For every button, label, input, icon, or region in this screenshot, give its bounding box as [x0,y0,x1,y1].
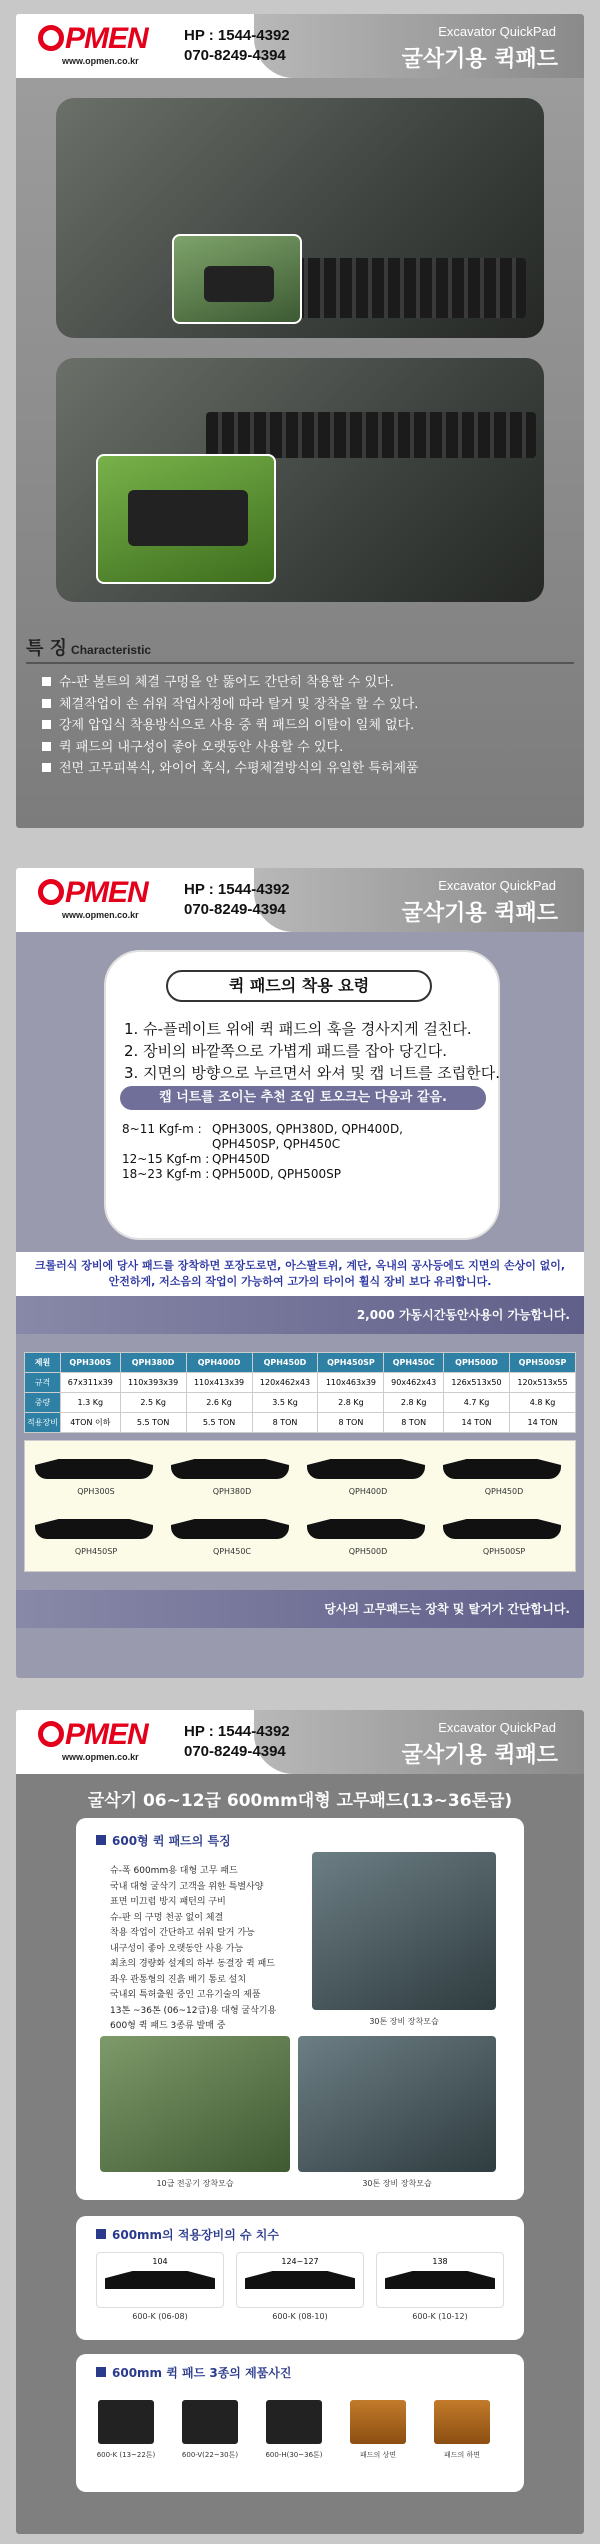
torque-models: QPH300S, QPH380D, QPH400D, [212,1122,403,1136]
dim-item [96,2252,224,2321]
header-eng-title: Excavator QuickPad [438,24,556,39]
table-cell: 2.8 Kg [384,1393,444,1413]
list-item: 내구성이 좋아 오랫동안 사용 가능 [110,1943,244,1954]
logo-ring-icon [38,25,64,51]
table-header-cell: QPH300S [61,1353,121,1373]
photo-caption: 10급 전공기 장착모습 [156,2179,234,2188]
torque-title: 캡 너트를 조이는 추천 조임 토오크는 다음과 같음. [120,1086,486,1110]
list-item: 좌우 관통형의 진흙 배기 통로 설치 [110,1974,247,1985]
header [16,14,584,78]
dim-caption: 600-K (10-12) [412,2312,468,2321]
table-cell: 4TON 이하 [61,1413,121,1433]
track-600-photo [312,1852,496,2010]
product-caption: 600-K (13~22톤) [96,2451,156,2459]
product-caption: 600-V(22~30톤) [181,2451,239,2459]
table-cell: 2.6 Kg [186,1393,252,1413]
profile-label: QPH450SP [74,1547,118,1556]
list-item: 국내 대형 굴삭기 고객을 위한 특별사양 [110,1881,264,1892]
profile-item [31,1509,161,1565]
list-item: 최초의 경량화 설계의 하부 동결장 퀵 패드 [110,1959,275,1969]
list-item [122,1167,403,1182]
track-shape [276,258,526,318]
torque-models: QPH450SP, QPH450C [212,1137,341,1151]
products-title: 600mm 퀵 패드 3종의 제품사진 [96,2364,291,2381]
dim-caption: 600-K (06-08) [132,2312,188,2321]
pad-shape [204,266,274,302]
spec-table [24,1352,576,1433]
pad-profile-shape [35,1519,153,1539]
hp-number: HP : 1544-4392 [184,881,290,898]
list-item: 슈-판 의 구멍 천공 없이 체결 [110,1912,224,1923]
profile-label: QPH500D [348,1547,388,1556]
usage-description: 크롤러식 장비에 당사 패드를 장착하면 포장도로면, 아스팔트위, 계단, 옥내의 공사등에도 지면의 손상이 없이, 안전하게, 저소음의 작업이 가능하여 고가의 타이어 휠식 장비 보다 유리합니다. [16,1252,584,1296]
list-item: 슈-판 볼트의 체결 구멍을 안 뚫어도 간단히 착용할 수 있다. [42,672,419,694]
header-kor-title: 굴삭기용 퀵패드 [401,901,558,926]
header-kor-title: 굴삭기용 퀵패드 [401,1743,558,1768]
torque-range: 12~15 Kgf-m : [122,1152,210,1166]
table-cell: 8 TON [318,1413,384,1433]
features-600-list [110,1864,276,2035]
header-eng-title: Excavator QuickPad [438,1720,556,1735]
contact-block [184,880,290,920]
table-cell: 4.7 Kg [444,1393,510,1413]
row-label: 규격 [25,1373,61,1393]
profile-item [439,1509,569,1565]
pad-profile-shape [171,1519,289,1539]
table-cell: 14 TON [509,1413,575,1433]
excavator-30-photo [298,2036,496,2172]
profile-item [303,1509,433,1565]
table-cell: 1.3 Kg [61,1393,121,1413]
torque-models: QPH500D, QPH500SP [212,1167,341,1181]
table-cell: 8 TON [384,1413,444,1433]
product-photo [98,2400,154,2444]
row-label: 적용장비 [25,1413,61,1433]
pad-profile-shape [35,1459,153,1479]
profile-label: QPH450C [213,1547,251,1556]
phone-number: 070-8249-4394 [184,47,286,64]
profile-item [167,1509,297,1565]
phone-number: 070-8249-4394 [184,1743,286,1760]
panel-installation [16,868,584,1678]
photo-caption: 30톤 장비 장착모습 [369,2017,439,2026]
table-cell: 5.5 TON [186,1413,252,1433]
hp-number: HP : 1544-4392 [184,1723,290,1740]
table-row [25,1393,576,1413]
600mm-title: 굴삭기 06~12급 600mm대형 고무패드(13~36톤급) [87,1791,513,1811]
shoe-profile-shape [245,2271,355,2289]
pad-closeup-photo [96,454,276,584]
table-cell: 2.5 Kg [120,1393,186,1413]
product-photo [182,2400,238,2444]
header-eng-title: Excavator QuickPad [438,878,556,893]
table-header-cell: 제원 [25,1353,61,1373]
list-item: 슈-폭 600mm용 대형 고무 패드 [110,1866,238,1876]
table-cell: 14 TON [444,1413,510,1433]
features-600-title: 600형 퀵 패드의 특징 [96,1832,231,1849]
profile-item [303,1449,433,1505]
table-cell: 2.8 Kg [318,1393,384,1413]
list-item: 국내외 특허출원 중인 고유기술의 제품 [110,1990,261,2000]
list-item: 표면 미끄럼 방지 패턴의 구비 [110,1897,226,1907]
product-photo [350,2400,406,2444]
header-kor-title: 굴삭기용 퀵패드 [401,47,558,72]
profile-label: QPH400D [348,1487,388,1496]
list-item: 전면 고무피복식, 와이어 혹식, 수평체결방식의 유일한 특허제품 [42,758,419,780]
table-cell: 3.5 Kg [252,1393,318,1413]
excavator-10-photo [100,2036,290,2172]
table-cell: 67x311x39 [61,1373,121,1393]
panel-600mm [16,1710,584,2534]
table-header-cell: QPH400D [186,1353,252,1373]
profile-item [31,1449,161,1505]
brand-logo: PMEN [38,22,148,56]
profile-item [439,1449,569,1505]
table-header-cell: QPH450C [384,1353,444,1373]
phone-number: 070-8249-4394 [184,901,286,918]
table-header-cell: QPH450SP [318,1353,384,1373]
hp-number: HP : 1544-4392 [184,27,290,44]
table-row [25,1413,576,1433]
table-cell: 110x393x39 [120,1373,186,1393]
product-photo [434,2400,490,2444]
installation-title: 퀵 패드의 착용 요령 [166,970,432,1002]
feature-list [42,672,419,780]
profile-label: QPH450D [484,1487,524,1496]
panel-features [16,14,584,828]
table-cell: 5.5 TON [120,1413,186,1433]
list-item [122,1152,403,1167]
torque-list [122,1122,403,1182]
table-header-cell: QPH450D [252,1353,318,1373]
header [16,1710,584,1774]
feature-heading [26,634,151,660]
dim-caption: 600-K (08-10) [272,2312,328,2321]
dim-item [376,2252,504,2321]
header [16,868,584,932]
table-cell: 4.8 Kg [509,1393,575,1413]
brand-logo: PMEN [38,876,148,910]
feature-title-en: Characteristic [71,643,152,657]
list-item: 13톤 ~36톤 (06~12급)용 대형 굴삭기용 [110,2005,277,2016]
list-item: 퀵 패드의 내구성이 좋아 오랫동안 사용할 수 있다. [42,737,419,759]
list-item: 600형 퀵 패드 3종류 발매 중 [110,2021,226,2031]
brand-url: www.opmen.co.kr [62,56,139,66]
list-item: 3. 지면의 방향으로 누르면서 와셔 및 캡 너트를 조립한다. [124,1064,501,1082]
pad-profile-shape [443,1519,561,1539]
durability-band: 2,000 가동시간동안사용이 가능합니다. [16,1296,584,1334]
torque-range: 8~11 Kgf-m : [122,1122,202,1136]
table-cell: 90x462x43 [384,1373,444,1393]
list-item: 체결작업이 손 쉬워 작업사정에 따라 탈거 및 장착을 할 수 있다. [42,694,419,716]
table-header-row [25,1353,576,1373]
row-label: 중량 [25,1393,61,1413]
track-shape-2 [206,412,536,458]
table-header-cell: QPH500SP [509,1353,575,1373]
list-item: 1. 슈-플레이트 위에 퀵 패드의 훅을 경사지게 걸친다. [124,1020,472,1038]
easy-install-band: 당사의 고무패드는 장착 및 탈거가 간단합니다. [16,1590,584,1628]
profile-item [167,1449,297,1505]
table-cell: 126x513x50 [444,1373,510,1393]
table-header-cell: QPH380D [120,1353,186,1373]
photo-caption: 30톤 장비 장착모습 [362,2179,432,2188]
pad-profile-shape [307,1459,425,1479]
installation-steps [124,1018,500,1084]
list-item [122,1122,403,1137]
list-item: 강제 압입식 착용방식으로 사용 중 퀵 패드의 이탈이 일체 없다. [42,715,419,737]
table-cell: 8 TON [252,1413,318,1433]
profile-label: QPH380D [212,1487,252,1496]
torque-range: 18~23 Kgf-m : [122,1167,210,1181]
dim-value: 138 [432,2257,448,2266]
feature-title: 특 징 [26,638,68,659]
product-caption: 패드의 상면 [359,2451,397,2459]
pad-inset-photo [172,234,302,324]
divider [26,662,574,664]
brand-url: www.opmen.co.kr [62,910,139,920]
pad-profile-shape [171,1459,289,1479]
shoe-profile-shape [385,2271,495,2289]
list-item: 2. 장비의 바깥쪽으로 가볍게 패드를 잡아 당긴다. [124,1042,447,1060]
table-cell: 120x513x55 [509,1373,575,1393]
brand-logo: PMEN [38,1718,148,1752]
torque-range [122,1137,212,1152]
shoe-profile-shape [105,2271,215,2289]
profile-label: QPH500SP [482,1547,526,1556]
product-caption: 600-H(30~36톤) [265,2451,323,2459]
table-cell: 110x413x39 [186,1373,252,1393]
list-item [122,1137,403,1152]
excavator-photo [56,98,544,338]
pad-profile-shape [443,1459,561,1479]
profile-diagrams [24,1440,576,1572]
profile-label: QPH300S [77,1487,115,1496]
product-caption: 패드의 하면 [443,2451,481,2459]
list-item: 착용 작업이 간단하고 쉬워 탈거 가능 [110,1928,255,1938]
track-photo [56,358,544,602]
table-header-cell: QPH500D [444,1353,510,1373]
dims-title: 600mm의 적용장비의 슈 치수 [96,2226,279,2243]
dim-value: 104 [152,2257,168,2266]
dim-value: 124~127 [281,2257,319,2266]
logo-ring-icon [38,879,64,905]
contact-block [184,1722,290,1762]
pad-shape-2 [128,490,248,546]
table-cell: 110x463x39 [318,1373,384,1393]
torque-models: QPH450D [212,1152,270,1166]
dim-item [236,2252,364,2321]
brand-url: www.opmen.co.kr [62,1752,139,1762]
product-photo [266,2400,322,2444]
table-cell: 120x462x43 [252,1373,318,1393]
contact-block [184,26,290,66]
pad-profile-shape [307,1519,425,1539]
table-row [25,1373,576,1393]
logo-ring-icon [38,1721,64,1747]
